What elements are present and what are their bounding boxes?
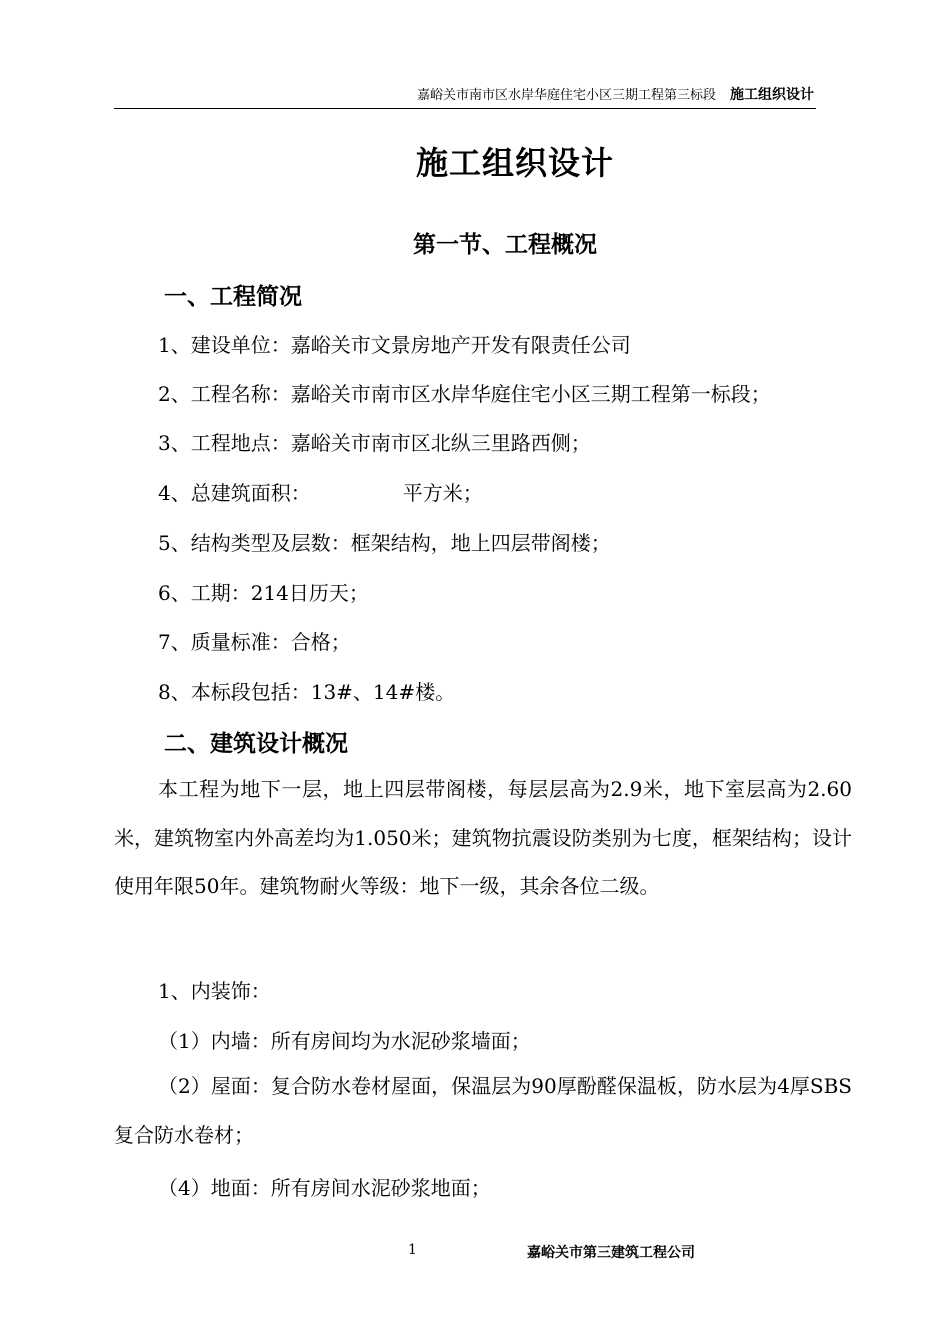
header-rule (114, 108, 816, 109)
header-doc-type: 施工组织设计 (730, 87, 814, 103)
item-roof: （2）屋面：复合防水卷材屋面，保温层为90厚酚醛保温板，防水层为4厚SBS复合防水卷材； (114, 1074, 852, 1147)
item-project-name: 2、工程名称：嘉峪关市南市区水岸华庭住宅小区三期工程第一标段； (158, 382, 771, 406)
item-floor: （4）地面：所有房间水泥砂浆地面； (158, 1176, 491, 1200)
item-quality-standard: 7、质量标准：合格； (158, 630, 351, 654)
heading-project-overview: 一、工程简况 (164, 283, 302, 310)
area-label: 4、总建筑面积： (158, 481, 311, 505)
heading-architectural-design: 二、建筑设计概况 (164, 730, 348, 757)
document-title: 施工组织设计 (415, 144, 614, 182)
section-title: 第一节、工程概况 (413, 231, 597, 258)
item-interior-wall: （1）内墙：所有房间均为水泥砂浆墙面； (158, 1029, 531, 1053)
item-structure-type: 5、结构类型及层数：框架结构，地上四层带阁楼； (158, 531, 611, 555)
page-header (114, 84, 814, 104)
item-project-location: 3、工程地点：嘉峪关市南市区北纵三里路西侧； (158, 431, 591, 455)
item-duration: 6、工期：214日历天； (158, 581, 369, 605)
item-total-area (158, 477, 483, 506)
design-paragraph: 本工程为地下一层，地上四层带阁楼，每层层高为2.9米，地下室层高为2.60米，建筑物室内外高差均为1.050米；建筑物抗震设防类别为七度，框架结构；设计使用年限50年。建筑物耐火等级：地下一级，其余各位二级。 (114, 777, 852, 898)
area-unit: 平方米； (402, 481, 483, 505)
header-project: 嘉峪关市南市区水岸华庭住宅小区三期工程第三标段 (416, 88, 716, 103)
page-number: 1 (408, 1242, 417, 1258)
item-section-scope: 8、本标段包括：13#、14#楼。 (158, 680, 456, 704)
item-interior-decoration: 1、内装饰： (158, 979, 271, 1003)
footer-company: 嘉峪关市第三建筑工程公司 (527, 1245, 695, 1261)
item-construction-unit: 1、建设单位：嘉峪关市文景房地产开发有限责任公司 (158, 333, 631, 357)
